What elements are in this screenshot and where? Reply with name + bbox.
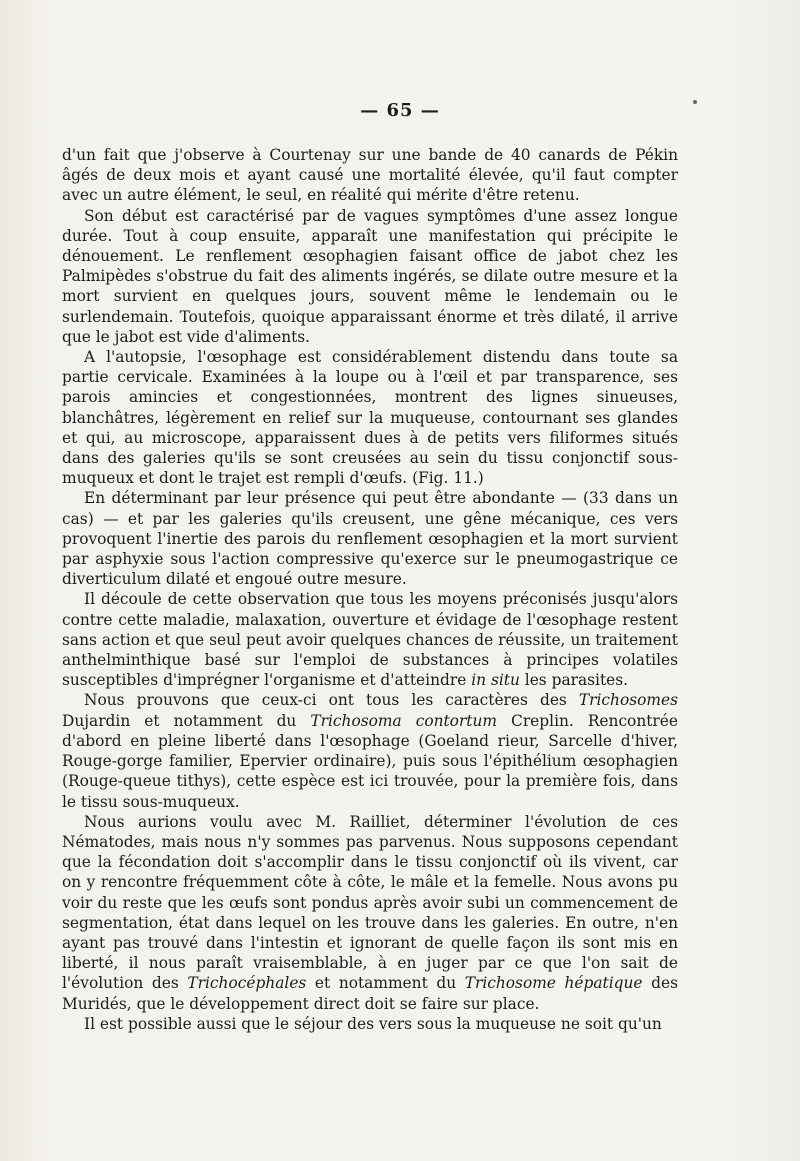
- italic-text: Trichosome hépatique: [464, 974, 643, 993]
- text-run: et notamment du: [306, 974, 465, 993]
- page-number: — 65 —: [360, 100, 440, 121]
- paragraph: [62, 347, 678, 488]
- paragraph: [62, 145, 678, 206]
- paragraph: [62, 488, 678, 589]
- italic-text: Trichocéphales: [187, 974, 307, 993]
- body-text: [62, 145, 678, 1034]
- paragraph: [62, 206, 678, 347]
- text-run: A l'autopsie, l'œsophage est considérablement distendu dans toute sa partie cervicale. Examinées à la loupe ou à l'œil et par transparence, ses parois amincies et congestionnées, montrent des lignes sinueuses, blanchâtres, légèrement en relief sur la muqueuse, contournant ses glandes et qui, au microscope, apparaissent dues à de petits vers filiformes situés dans des galeries qu'ils se sont creusées au sein du tissu conjonctif sous-muqueux et dont le trajet est rempli d'œufs. (Fig. 11.): [62, 348, 678, 488]
- paragraph: [62, 812, 678, 1014]
- italic-text: Trichosomes: [578, 691, 678, 710]
- text-run: les parasites.: [519, 671, 629, 690]
- text-run: Son début est caractérisé par de vagues symptômes d'une assez longue durée. Tout à coup ensuite, apparaît une manifestation qui précipite le dénouement. Le renflement œsophagien faisant office de jabot chez les Palmipèdes s'obstrue du fait des aliments ingérés, se dilate outre mesure et la mort survient en quelques jours, souvent même le lendemain ou le surlendemain. Toutefois, quoique apparaissant énorme et très dilaté, il arrive que le jabot est vide d'aliments.: [62, 206, 678, 346]
- text-run: En déterminant par leur présence qui peut être abondante — (33 dans un cas) — et par les galeries qu'ils creusent, une gêne mécanique, ces vers provoquent l'inertie des parois du renflement œsophagien et la mort survient par asphyxie sous l'action compressive qu'exerce sur le pneumogastrique ce diverticulum dilaté et engoué outre mesure.: [62, 489, 678, 589]
- text-run: Creplin. Rencontrée d'abord en pleine liberté dans l'œsophage (Goeland rieur, Sarcelle d'hiver, Rouge-gorge familier, Epervier ordinaire), puis sous l'épithélium œsophagien (Rouge-queue tithys), cette espèce est ici trouvée, pour la première fois, dans le tissu sous-muqueux.: [62, 711, 678, 811]
- text-run: des Muridés, que le développement direct doit se faire sur place.: [62, 974, 678, 1013]
- text-run: Nous aurions voulu avec M. Railliet, déterminer l'évolution de ces Nématodes, mais nous n'y sommes pas parvenus. Nous supposons cependant que la fécondation doit s'accomplir dans le tissu conjonctif où ils vivent, car on y rencontre fréquemment côte à côte, le mâle et la femelle. Nous avons pu voir du reste que les œufs sont pondus après avoir subi un commencement de segmentation, état dans lequel on les trouve dans les galeries. En outre, n'en ayant pas trouvé dans l'intestin et ignorant de quelle façon ils sont mis en liberté, il nous paraît vraisemblable, à en juger par ce que l'on sait de l'évolution des: [62, 812, 678, 993]
- italic-text: in situ: [471, 671, 520, 690]
- text-run: Il découle de cette observation que tous les moyens préconisés jusqu'alors contre cette maladie, malaxation, ouverture et évidage de l'œsophage restent sans action et que seul peut avoir quelques chances de réussite, un traitement anthelminthique basé sur l'emploi de substances à principes volatiles susceptibles d'imprégner l'organisme et d'atteindre: [62, 590, 678, 690]
- text-run: d'un fait que j'observe à Courtenay sur une bande de 40 canards de Pékin âgés de deux mois et ayant causé une mortalité élevée, qu'il faut compter avec un autre élément, le seul, en réalité qui mérite d'être retenu.: [62, 146, 678, 205]
- text-run: Il est possible aussi que le séjour des vers sous la muqueuse ne soit qu'un: [84, 1014, 662, 1033]
- paragraph: [62, 690, 678, 811]
- italic-text: Trichosoma contortum: [310, 711, 498, 730]
- text-run: Dujardin et notamment du: [62, 711, 311, 730]
- paragraph: [62, 589, 678, 690]
- paragraph: [62, 1014, 678, 1034]
- text-run: Nous prouvons que ceux-ci ont tous les caractères des: [84, 691, 579, 710]
